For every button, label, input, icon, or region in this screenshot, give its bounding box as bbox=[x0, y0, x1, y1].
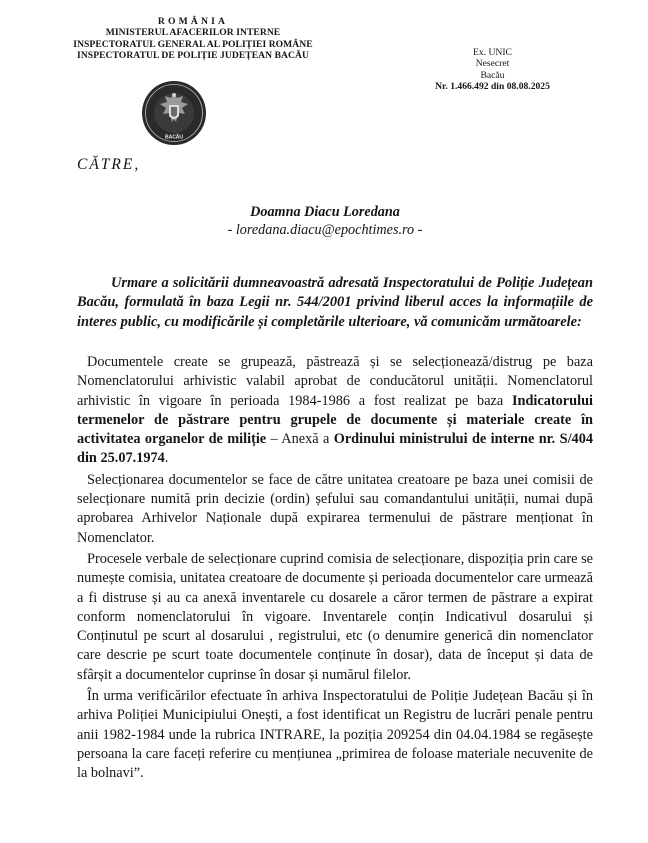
intro-paragraph bbox=[77, 274, 593, 332]
police-crest-seal bbox=[141, 80, 207, 146]
recipient-block bbox=[180, 203, 470, 239]
p1-text-a: Documentele create se grupează, păstrează și se selecționează/distrug pe baza Nomenclatorului arhivistic valabil aprobat de conducătorul unității. Nomenclatorul arhivistic în vigoare în perioada 1984-1986 a fost realizat pe baza bbox=[77, 354, 593, 409]
paragraph-2: Selecționarea documentelor se face de către unitatea creatoare pe baza unei comisii de selecționare numită prin decizie (ordin) șefului sau comandantului unității, numai după aprobarea Arhivelor Naționale după expirarea termenului de păstrare menționat în Nomenclator. bbox=[77, 471, 593, 546]
classification: Nesecret bbox=[475, 58, 510, 70]
letterhead bbox=[28, 16, 358, 62]
letterhead-general-inspectorate: INSPECTORATUL GENERAL AL POLIȚIEI ROMÂNE bbox=[73, 38, 313, 50]
letterhead-county-inspectorate: INSPECTORATUL DE POLIȚIE JUDEȚEAN BACĂU bbox=[77, 50, 309, 62]
paragraph-1 bbox=[77, 353, 593, 469]
recipient-name: Doamna Diacu Loredana bbox=[250, 204, 400, 220]
recipient-email: - loredana.diacu@epochtimes.ro - bbox=[227, 222, 423, 238]
paragraph-3: Procesele verbale de selecționare cuprind comisia de selecționare, dispoziția prin care se numește comisia, unitatea creatoare de documente și perioada documentelor care urmează a fi distruse și au ca anexă inventarele cu dosarele a căror termen de păstrare a expirat conform nomenclatorului în vigoare. Inventarele conțin Indicativul dosarului și Conținutul pe scurt al dosarului , registrului, etc (o denumire generică din nomenclator care descrie pe scurt toate documentele conținute în dosar), data de început și data de sfârșit a documentelor cuprinse în dosar și numărul filelor. bbox=[77, 550, 593, 683]
p1-text-c: – Anexă a bbox=[266, 431, 334, 448]
p1-bold-order: Ordinului ministrului de interne nr. S/404 din 25.07.1974 bbox=[77, 431, 594, 467]
document-reference bbox=[420, 47, 565, 92]
p1-bold-indicator: Indicatorului termenelor de păstrare pentru grupele de documente și materiale create în activitatea organelor de miliție bbox=[77, 392, 593, 448]
letterhead-ministry: MINISTERUL AFACERILOR INTERNE bbox=[105, 27, 281, 39]
to-label: CĂTRE, bbox=[77, 156, 141, 173]
copy-mark: Ex. UNIC bbox=[473, 47, 512, 58]
intro-text: Urmare a solicitării dumneavoastră adresată Inspectoratului de Poliție Județean Bacău, formulată în baza Legii nr. 544/2001 privind liberul acces la informațiile de interes public, cu modificările și completările ulterioare, vă comunicăm următoarele: bbox=[77, 275, 593, 330]
p1-text-e: . bbox=[164, 450, 169, 467]
registration-number: Nr. 1.466.492 din 08.08.2025 bbox=[435, 80, 550, 92]
paragraph-4: În urma verificărilor efectuate în arhiva Inspectoratului de Poliție Județean Bacău și în arhiva Poliției Municipiului Onești, a fost identificat un Registru de lucrări penale pentru anii 1982-1984 unde la rubrica INTRARE, la poziția 209254 din 04.04.1984 se regăsește persoana la care faceți referire cu mențiunea „primirea de foloase materiale necuvenite de la bolnavi”. bbox=[77, 688, 593, 782]
letterhead-country: ROMÂNIA bbox=[157, 16, 229, 27]
city: Bacău bbox=[480, 69, 505, 81]
crest-label: BACĂU bbox=[164, 134, 184, 141]
letter-body bbox=[77, 353, 593, 786]
